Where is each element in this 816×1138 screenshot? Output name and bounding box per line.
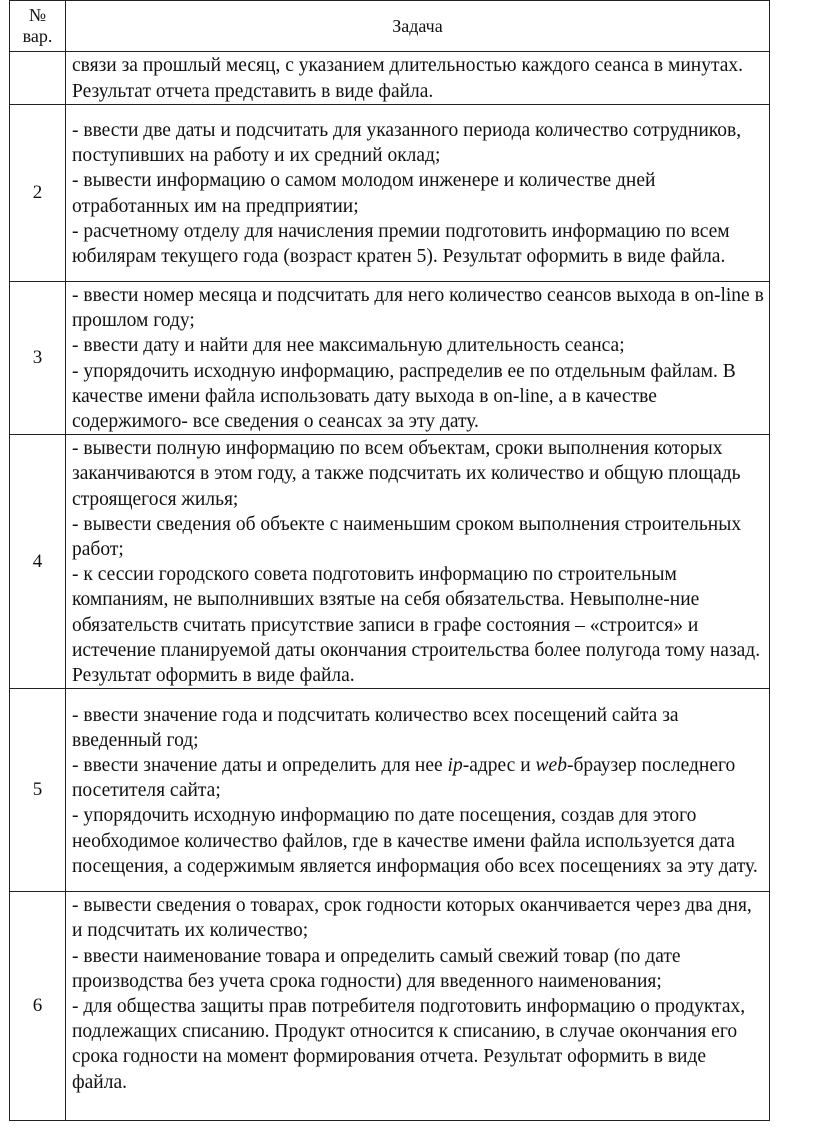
- table-row: [10, 892, 770, 1121]
- variant-number: [10, 52, 66, 105]
- task-cell: [66, 892, 770, 1121]
- ip-term: ip: [447, 754, 463, 776]
- task-cell: [66, 282, 770, 435]
- variant-number: 2: [10, 105, 66, 282]
- task-line: - ввести значение года и подсчитать количество всех посещений сайта за введенный год;: [72, 704, 679, 751]
- task-line: - вывести полную информацию по всем объектам, сроки выполнения которых заканчиваются в этом году, а также подсчитать их количество и общую площадь строящегося жилья;: [72, 438, 741, 510]
- task-cell: [66, 52, 770, 105]
- variant-number: 6: [10, 892, 66, 1121]
- task-line: - упорядочить исходную информацию, распределив ее по отдельным файлам. В качестве имени файла использовать дату выхода в on-line, а в качестве содержимого- все сведения о сеансах за эту дату.: [72, 360, 736, 433]
- task-line: - для общества защиты прав потребителя подготовить информацию о продуктах, подлежащих списанию. Продукт относится к списанию, в случае окончания его срока годности на момент формирования отчета. Результат оформить в виде файла.: [72, 996, 746, 1093]
- task-cell: [66, 689, 770, 892]
- task-line: - вывести сведения об объекте с наименьшим сроком выполнения строительных работ;: [72, 513, 742, 561]
- task-line: - ввести номер месяца и подсчитать для него количество сеансов выхода в on-line в прошлом году;: [72, 285, 764, 332]
- table-header-row: [10, 1, 770, 52]
- table-row: [10, 105, 770, 282]
- variant-number-header-line2: вар.: [22, 26, 53, 46]
- task-line: - вывести сведения о товарах, срок годности которых оканчивается через два дня, и подсчитать их количество;: [72, 895, 752, 942]
- task-line: - расчетному отделу для начисления премии подготовить информацию по всем юбилярам текущего года (возраст кратен 5). Результат оформить в виде файла.: [72, 220, 730, 267]
- variant-number: 4: [10, 435, 66, 689]
- task-text: -браузер последнего посетителя сайта;: [72, 754, 736, 802]
- table-row: [10, 435, 770, 689]
- variant-number: 3: [10, 282, 66, 435]
- table-row: [10, 282, 770, 435]
- task-text: -адрес и: [462, 754, 536, 776]
- variant-number-header-line1: №: [28, 5, 47, 25]
- task-table: [9, 0, 770, 1121]
- web-term: web: [535, 754, 567, 776]
- document-page: [9, 0, 769, 1121]
- task-line: - к сессии городского совета подготовить информацию по строительным компаниям, не выполнивших взятые на себя обязательства. Невыполне-ние обязательств считать присутствие записи в графе состояния – «строится» и истечение планируемой даты окончания строительства более полугода тому назад. Результат оформить в виде файла.: [72, 564, 761, 687]
- task-line: [72, 753, 765, 803]
- variant-number-header: [10, 1, 66, 52]
- task-header: Задача: [66, 1, 770, 52]
- task-line: связи за прошлый месяц, с указанием длительностью каждого сеанса в минутах. Результат отчета представить в виде файла.: [72, 55, 743, 102]
- task-line: - вывести информацию о самом молодом инженере и количестве дней отработанных им на предприятии;: [72, 170, 656, 217]
- task-cell: [66, 105, 770, 282]
- task-line: - ввести наименование товара и определить самый свежий товар (по дате производства без учета срока годности) для введенного наименования;: [72, 945, 681, 992]
- task-text: - ввести значение даты и определить для нее: [72, 754, 448, 776]
- task-cell: [66, 435, 770, 689]
- task-line: - упорядочить исходную информацию по дате посещения, создав для этого необходимое количество файлов, где в качестве имени файла используется дата посещения, а содержимым является информация обо всех посещениях за эту дату.: [72, 805, 758, 877]
- variant-number: 5: [10, 689, 66, 892]
- task-line: - ввести дату и найти для нее максимальную длительность сеанса;: [72, 335, 625, 357]
- task-line: - ввести две даты и подсчитать для указанного периода количество сотрудников, поступивших на работу и их средний оклад;: [72, 119, 742, 167]
- table-row: [10, 689, 770, 892]
- table-row: [10, 52, 770, 105]
